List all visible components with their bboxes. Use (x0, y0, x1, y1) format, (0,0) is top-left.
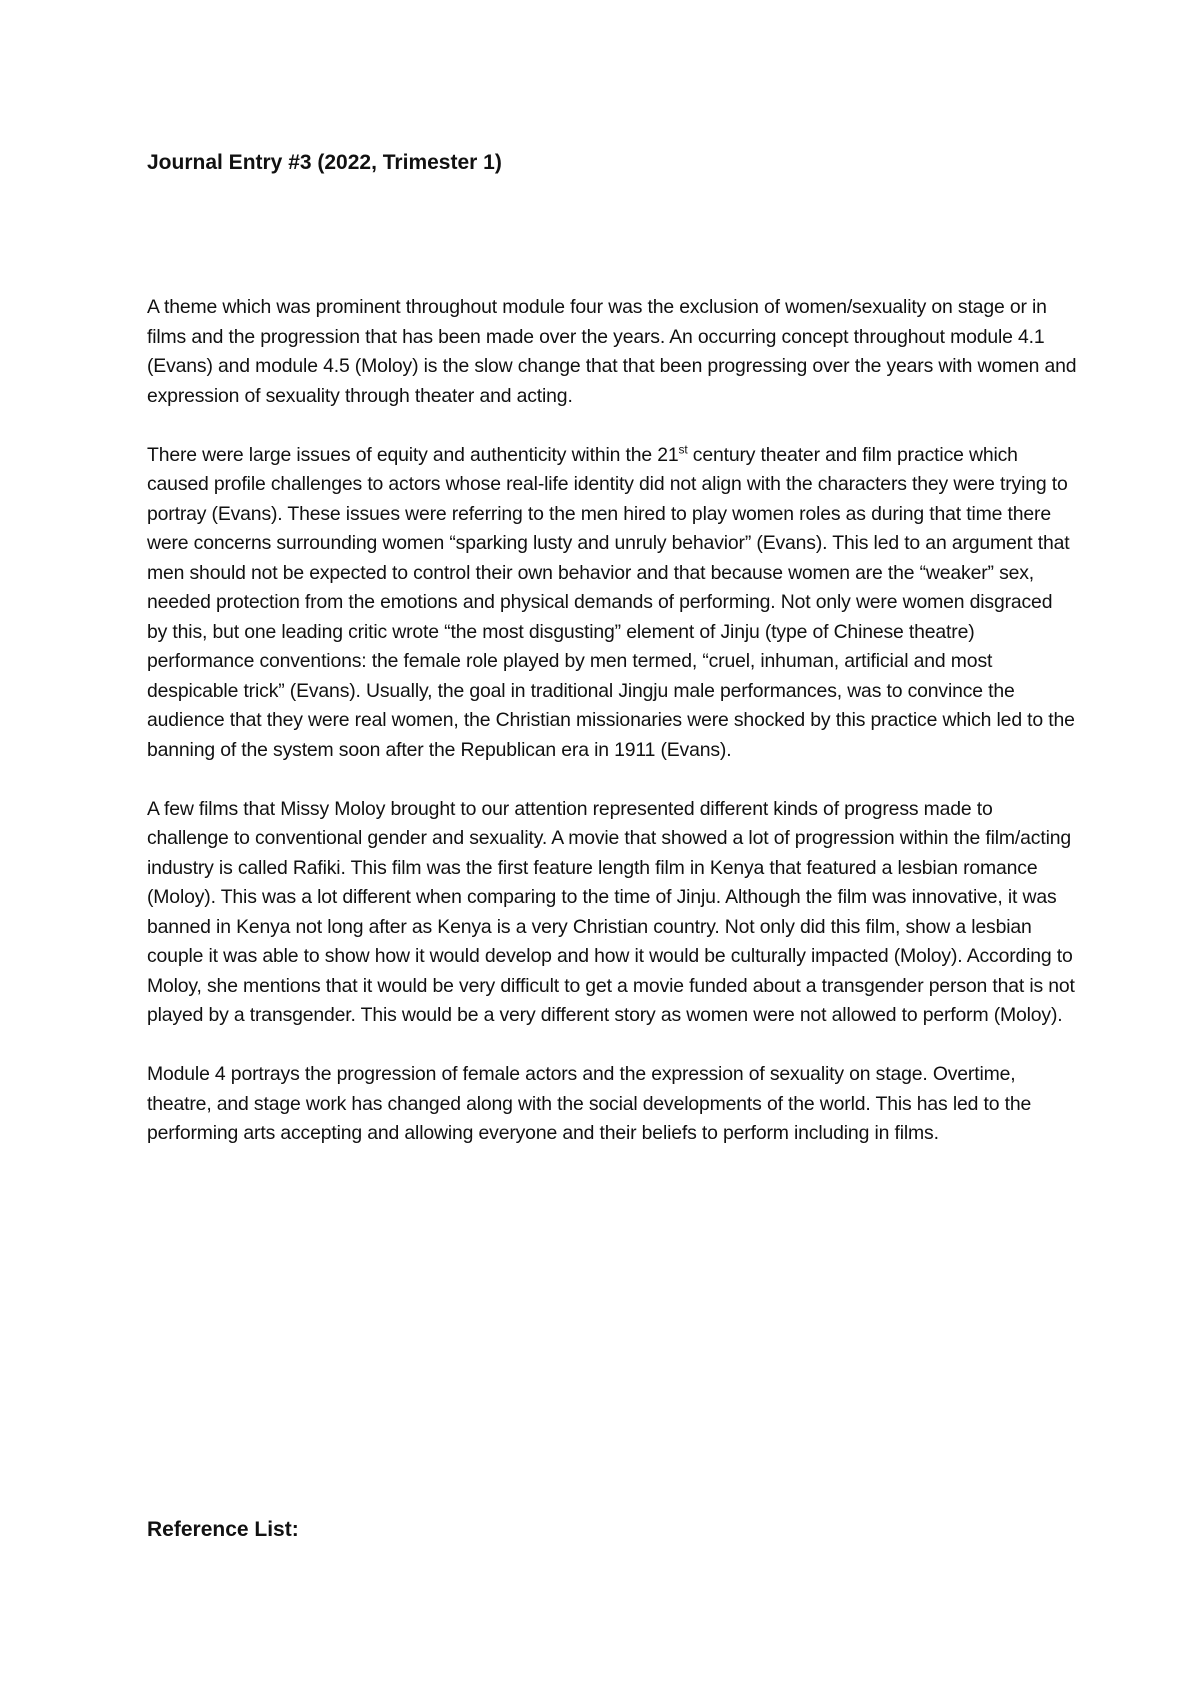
document-body (147, 293, 1077, 1149)
document-content (147, 148, 1077, 1178)
paragraph-2-before-superscript: There were large issues of equity and authenticity within the 21 (147, 443, 679, 466)
paragraph-2-after-superscript: century theater and film practice which caused profile challenges to actors whose real-life identity did not align with the characters they were trying to portray (Evans). These issues were referring to the men hired to play women roles as during that time there were concerns surrounding women “sparking lusty and unruly behavior” (Evans). This led to an argument that men should not be expected to control their own behavior and that because women are the “weaker” sex, needed protection from the emotions and physical demands of performing. Not only were women disgraced by this, but one leading critic wrote “the most disgusting” element of Jinju (type of Chinese theatre) performance conventions: the female role played by men termed, “cruel, inhuman, artificial and most despicable trick” (Evans). Usually, the goal in traditional Jingju male performances, was to convince the audience that they were real women, the Christian missionaries were shocked by this practice which led to the banning of the system soon after the Republican era in 1911 (Evans). (147, 443, 1075, 761)
document-title: Journal Entry #3 (2022, Trimester 1) (147, 151, 502, 174)
paragraph-1: A theme which was prominent throughout module four was the exclusion of women/sexuality on stage or in films and the progression that has been made over the years. An occurring concept throughout module 4.1 (Evans) and module 4.5 (Moloy) is the slow change that that been progressing over the years with women and expression of sexuality through theater and acting. (147, 296, 1077, 407)
reference-list-heading: Reference List: (147, 1518, 299, 1541)
paragraph-3: A few films that Missy Moloy brought to our attention represented different kinds of progress made to challenge to conventional gender and sexuality. A movie that showed a lot of progression within the film/acting industry is called Rafiki. This film was the first feature length film in Kenya that featured a lesbian romance (Moloy). This was a lot different when comparing to the time of Jinju. Although the film was innovative, it was banned in Kenya not long after as Kenya is a very Christian country. Not only did this film, show a lesbian couple it was able to show how it would develop and how it would be culturally impacted (Moloy). According to Moloy, she mentions that it would be very difficult to get a movie funded about a transgender person that is not played by a transgender. This would be a very different story as women were not allowed to perform (Moloy). (147, 797, 1075, 1026)
paragraph-2-superscript: st (678, 442, 688, 457)
paragraph-2 (147, 441, 1077, 766)
paragraph-4: Module 4 portrays the progression of female actors and the expression of sexuality on stage. Overtime, theatre, and stage work has changed along with the social developments of the world. This has led to the performing arts accepting and allowing everyone and their beliefs to perform including in films. (147, 1063, 1032, 1144)
